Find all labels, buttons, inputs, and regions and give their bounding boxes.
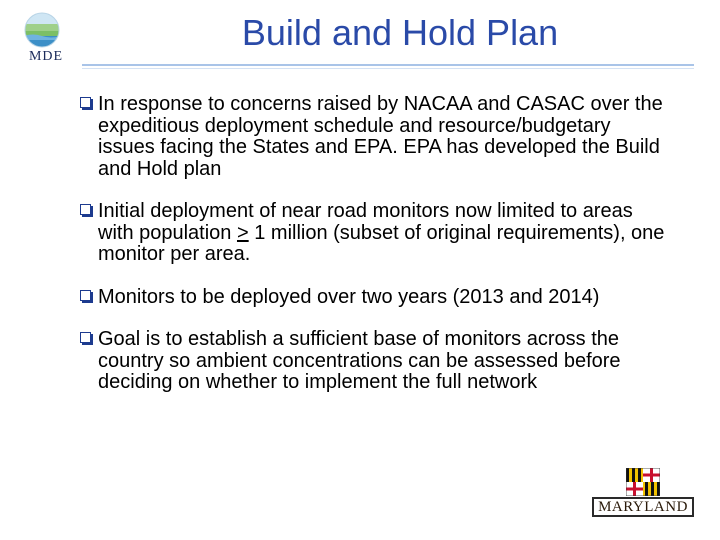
bullet-item	[80, 201, 670, 266]
bullet-list	[80, 94, 670, 415]
title-divider-thin	[82, 68, 694, 69]
bullet-text: Initial deployment of near road monitors now limited to areas with population	[98, 200, 633, 244]
checkbox-bullet-icon	[80, 204, 91, 215]
greater-equal-symbol: >	[236, 221, 249, 244]
mde-logo-icon	[24, 12, 60, 48]
checkbox-bullet-icon	[80, 97, 91, 108]
bullet-text-continued: 1 million (subset of original requirements), one monitor per area.	[98, 221, 665, 265]
maryland-flag-icon	[626, 468, 660, 496]
maryland-logo	[588, 468, 698, 520]
maryland-logo-text: MARYLAND	[592, 497, 694, 517]
mde-logo	[18, 10, 74, 66]
checkbox-bullet-icon	[80, 290, 91, 301]
bullet-text: Monitors to be deployed over two years (2013 and 2014)	[98, 285, 600, 308]
bullet-text: Goal is to establish a sufficient base of monitors across the country so ambient concentrations can be assessed before deciding on whether to implement the full network	[98, 328, 621, 393]
slide-title: Build and Hold Plan	[241, 12, 559, 53]
bullet-item	[80, 287, 670, 309]
checkbox-bullet-icon	[80, 332, 91, 343]
bullet-item	[80, 94, 670, 180]
mde-logo-text: MDE	[28, 49, 64, 64]
bullet-text: In response to concerns raised by NACAA and CASAC over the expeditious deployment schedule and resource/budgetary issues facing the States and EPA. EPA has developed the Build and Hold plan	[98, 93, 663, 180]
bullet-item	[80, 329, 670, 394]
title-divider	[82, 64, 694, 66]
